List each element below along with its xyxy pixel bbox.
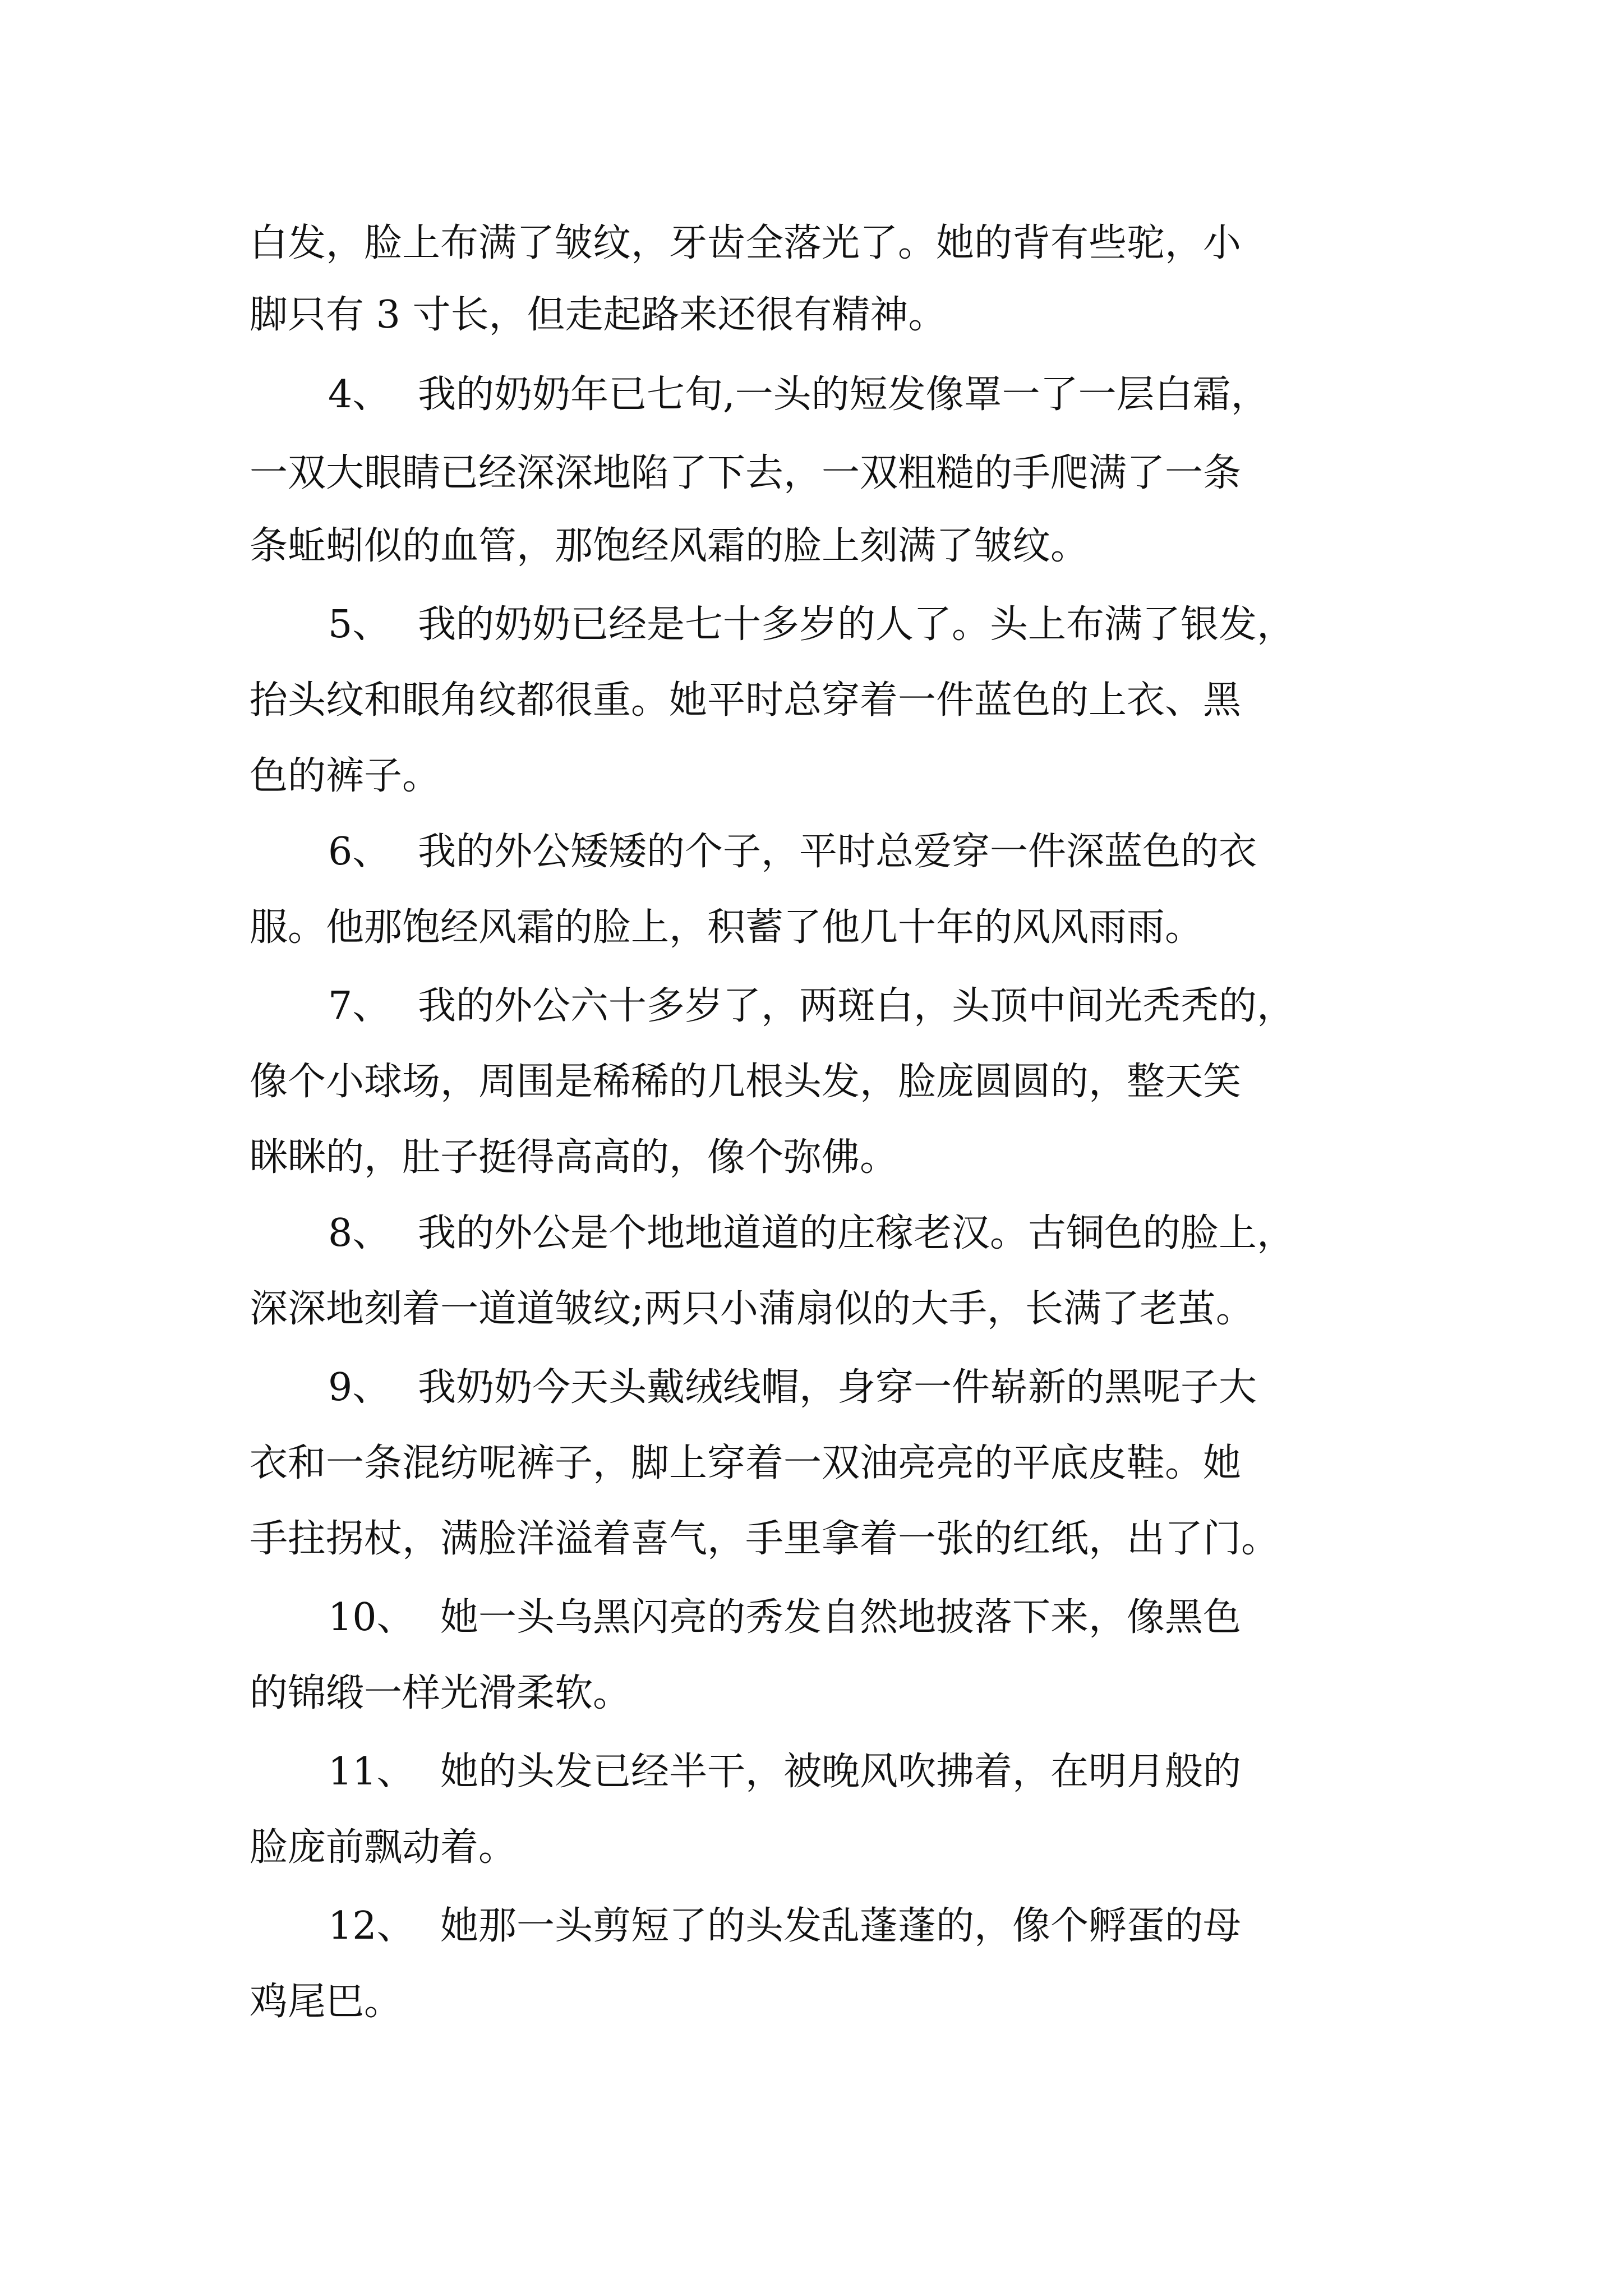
numbered-paragraph-first-line (328, 984, 1295, 1028)
paragraph-number: 8、 (328, 1211, 391, 1255)
numbered-paragraph-first-line (328, 1365, 1257, 1410)
paragraph-text: 我的奶奶已经是七十多岁的人了。头上布满了银发， (418, 602, 1295, 647)
paragraph-text: 我奶奶今天头戴绒线帽，身穿一件崭新的黑呢子大 (418, 1365, 1257, 1410)
text-line: 脸庞前飘动着。 (250, 1825, 517, 1870)
numbered-paragraph-first-line (328, 830, 1257, 874)
text-line: 像个小球场，周围是稀稀的几根头发，脸庞圆圆的，整天笑 (250, 1060, 1242, 1104)
text-line: 抬头纹和眼角纹都很重。她平时总穿着一件蓝色的上衣、黑 (250, 678, 1242, 723)
text-line: 一双大眼睛已经深深地陷了下去，一双粗糙的手爬满了一条 (250, 451, 1242, 495)
text-line: 白发，脸上布满了皱纹，牙齿全落光了。她的背有些驼，小 (250, 221, 1242, 265)
paragraph-number: 6、 (328, 830, 391, 874)
numbered-paragraph-first-line (328, 372, 1269, 417)
paragraph-text: 她那一头剪短了的头发乱蓬蓬的，像个孵蛋的母 (440, 1904, 1242, 1948)
paragraph-number: 9、 (328, 1365, 391, 1410)
text-line: 眯眯的，肚子挺得高高的，像个弥佛。 (250, 1135, 898, 1180)
paragraph-text: 我的外公矮矮的个子，平时总爱穿一件深蓝色的衣 (418, 830, 1257, 874)
numbered-paragraph-first-line (328, 1904, 1242, 1948)
text-line: 条蚯蚓似的血管，那饱经风霜的脸上刻满了皱纹。 (250, 524, 1089, 568)
text-line: 的锦缎一样光滑柔软。 (250, 1671, 631, 1715)
paragraph-text: 我的外公六十多岁了，两斑白，头顶中间光秃秃的， (418, 984, 1295, 1028)
paragraph-text: 我的外公是个地地道道的庄稼老汉。古铜色的脸上， (418, 1211, 1295, 1255)
text-line: 鸡尾巴。 (250, 1980, 403, 2024)
paragraph-number: 5、 (328, 602, 391, 647)
paragraph-number: 7、 (328, 984, 391, 1028)
text-line: 手拄拐杖，满脸洋溢着喜气，手里拿着一张的红纸，出了门。 (250, 1517, 1280, 1561)
numbered-paragraph-first-line (328, 1595, 1242, 1640)
numbered-paragraph-first-line (328, 602, 1295, 647)
paragraph-text: 她的头发已经半干，被晚风吹拂着，在明月般的 (440, 1750, 1242, 1794)
numbered-paragraph-first-line (328, 1211, 1295, 1255)
paragraph-text: 她一头乌黑闪亮的秀发自然地披落下来，像黑色 (440, 1595, 1242, 1640)
text-line: 服。他那饱经风霜的脸上，积蓄了他几十年的风风雨雨。 (250, 905, 1204, 950)
text-line: 脚只有 3 寸长，但走起路来还很有精神。 (250, 293, 947, 337)
paragraph-number: 11、 (328, 1750, 415, 1794)
paragraph-text: 我的奶奶年已七旬,一头的短发像罩一了一层白霜， (418, 372, 1269, 417)
text-line: 色的裤子。 (250, 754, 441, 798)
paragraph-number: 12、 (328, 1904, 415, 1948)
paragraph-number: 4、 (328, 372, 391, 417)
text-line: 衣和一条混纺呢裤子，脚上穿着一双油亮亮的平底皮鞋。她 (250, 1441, 1242, 1485)
numbered-paragraph-first-line (328, 1750, 1242, 1794)
paragraph-number: 10、 (328, 1595, 415, 1640)
text-line: 深深地刻着一道道皱纹;两只小蒲扇似的大手，长满了老茧。 (250, 1287, 1254, 1331)
